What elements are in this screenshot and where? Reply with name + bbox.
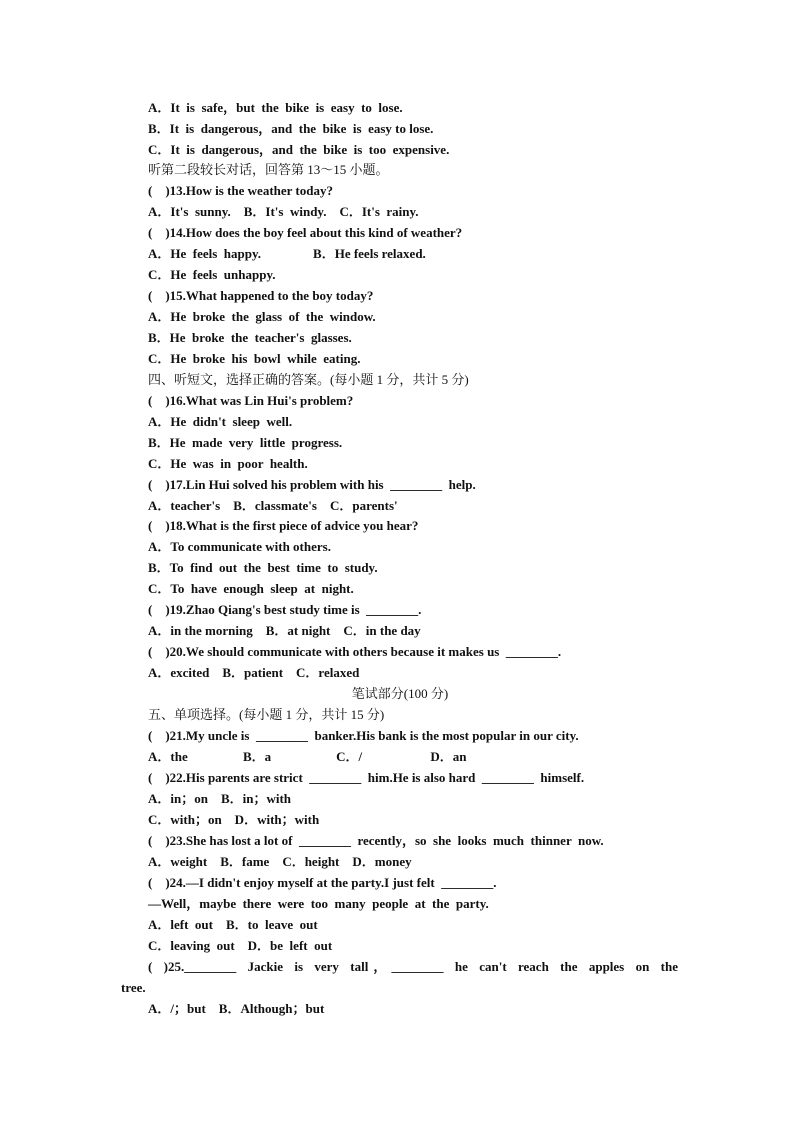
question-20: ( )20.We should communicate with others because it makes us ________. (148, 644, 562, 659)
q24-options-ab: A．left out B．to leave out (148, 917, 318, 932)
q15-option-b: B．He broke the teacher's glasses. (148, 330, 352, 345)
q22-options-cd: C．with；on D．with；with (148, 812, 320, 827)
q14-options-ab: A．He feels happy. B．He feels relaxed. (148, 246, 426, 261)
q15-option-a: A．He broke the glass of the window. (148, 309, 376, 324)
q18-option-a: A．To communicate with others. (148, 539, 331, 554)
q18-option-c: C．To have enough sleep at night. (148, 581, 354, 596)
question-15: ( )15.What happened to the boy today? (148, 288, 374, 303)
q17-options: A．teacher's B．classmate's C．parents' (148, 498, 398, 513)
question-14: ( )14.How does the boy feel about this kind of weather? (148, 225, 463, 240)
question-18: ( )18.What is the first piece of advice you hear? (148, 518, 419, 533)
q21-options: A．the B．a C．/ D．an (148, 749, 467, 764)
written-part-heading: 笔试部分(100 分) (351, 686, 449, 701)
q18-option-b: B．To find out the best time to study. (148, 560, 378, 575)
question-25-continued: tree. (121, 980, 146, 995)
q16-option-a: A．He didn't sleep well. (148, 414, 293, 429)
question-24: ( )24.—I didn't enjoy myself at the party.I just felt ________. (148, 875, 497, 890)
question-25: ( )25.________ Jackie is very tall，________ he can't reach the apples on the (148, 959, 678, 974)
question-16: ( )16.What was Lin Hui's problem? (148, 393, 354, 408)
section-5-heading: 五、单项选择。(每小题 1 分，共计 15 分) (148, 707, 385, 722)
q12-option-a: A．It is safe，but the bike is easy to lose. (148, 100, 403, 115)
question-19: ( )19.Zhao Qiang's best study time is ________. (148, 602, 422, 617)
question-23: ( )23.She has lost a lot of ________ recently，so she looks much thinner now. (148, 833, 604, 848)
question-21: ( )21.My uncle is ________ banker.His bank is the most popular in our city. (148, 728, 579, 743)
q19-options: A．in the morning B．at night C．in the day (148, 623, 421, 638)
q14-option-c: C．He feels unhappy. (148, 267, 276, 282)
q15-option-c: C．He broke his bowl while eating. (148, 351, 361, 366)
q16-option-c: C．He was in poor health. (148, 456, 308, 471)
q16-option-b: B．He made very little progress. (148, 435, 343, 450)
q22-options-ab: A．in；on B．in；with (148, 791, 292, 806)
q13-options: A．It's sunny. B．It's windy. C．It's rainy. (148, 204, 419, 219)
section-4-heading: 四、听短文，选择正确的答案。(每小题 1 分，共计 5 分) (148, 372, 469, 387)
q23-options: A．weight B．fame C．height D．money (148, 854, 412, 869)
q24-options-cd: C．leaving out D．be left out (148, 938, 333, 953)
question-17: ( )17.Lin Hui solved his problem with his ________ help. (148, 477, 476, 492)
question-13: ( )13.How is the weather today? (148, 183, 333, 198)
q12-option-c: C．It is dangerous，and the bike is too expensive. (148, 142, 450, 157)
q20-options: A．excited B．patient C．relaxed (148, 665, 360, 680)
q25-options: A．/；but B．Although；but (148, 1001, 325, 1016)
q12-option-b: B．It is dangerous，and the bike is easy to lose. (148, 121, 434, 136)
question-22: ( )22.His parents are strict ________ him.He is also hard ________ himself. (148, 770, 585, 785)
dialogue-2-instruction: 听第二段较长对话，回答第 13～15 小题。 (148, 162, 389, 177)
q24-reply: —Well，maybe there were too many people at the party. (148, 896, 489, 911)
